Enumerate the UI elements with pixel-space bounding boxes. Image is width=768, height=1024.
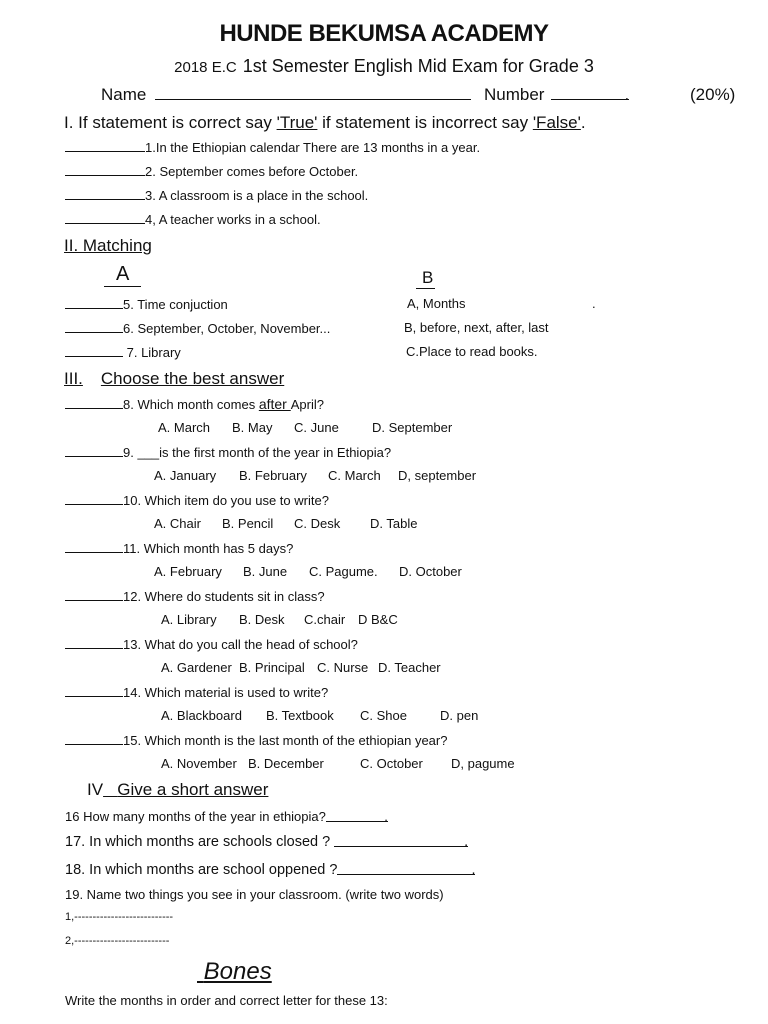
exam-subtitle (0, 56, 768, 77)
question-13: 13. What do you call the head of school? (65, 636, 358, 652)
answer-line-2[interactable]: 2,-------------------------- (65, 935, 170, 947)
question-18: 18. In which months are school oppened ? . (65, 862, 476, 878)
q15-option-d[interactable]: D, pagume (451, 756, 515, 771)
answer-blank-10[interactable] (65, 492, 123, 505)
exam-year: 2018 E.C (174, 59, 237, 76)
q11-option-c[interactable]: C. Pagume. (309, 564, 378, 579)
question-9: 9. ___is the first month of the year in Ethiopia? (65, 444, 391, 460)
question-12: 12. Where do students sit in class? (65, 588, 325, 604)
number-blank[interactable]: . (551, 85, 629, 100)
answer-blank-11[interactable] (65, 540, 123, 553)
school-name: HUNDE BEKUMSA ACADEMY (219, 20, 549, 47)
section-2-heading: II. Matching (64, 236, 152, 255)
answer-blank-8[interactable] (65, 396, 123, 409)
q12-option-d[interactable]: D B&C (358, 612, 398, 627)
question-6: 6. September, October, November... (65, 320, 330, 336)
answer-line-1[interactable]: 1,--------------------------- (65, 911, 174, 923)
q14-option-a[interactable]: A. Blackboard (161, 708, 242, 723)
q14-option-c[interactable]: C. Shoe (360, 708, 407, 723)
number-field[interactable] (484, 85, 629, 105)
answer-blank-12[interactable] (65, 588, 123, 601)
stray-dot: . (592, 296, 596, 311)
answer-blank-5[interactable] (65, 296, 123, 309)
question-19: 19. Name two things you see in your classroom. (write two words) (65, 887, 444, 902)
q15-option-a[interactable]: A. November (161, 756, 237, 771)
q14-option-b[interactable]: B. Textbook (266, 708, 334, 723)
q8-option-d[interactable]: D. September (372, 420, 453, 435)
question-7: 7. Library (65, 344, 181, 360)
q14-option-d[interactable]: D. pen (440, 708, 479, 723)
weight-label: (20%) (690, 85, 736, 104)
answer-blank-16[interactable]: . (326, 809, 388, 822)
number-label: Number (484, 85, 545, 104)
bonus-heading: Bones (203, 958, 272, 985)
bonus-instruction: Write the months in order and correct letter for these 13: (65, 993, 388, 1008)
question-8: 8. Which month comes after April? (65, 396, 324, 412)
q13-option-b[interactable]: B. Principal (239, 660, 305, 675)
name-blank[interactable] (155, 85, 471, 100)
question-11: 11. Which month has 5 days? (65, 540, 293, 556)
q8-option-b[interactable]: B. May (232, 420, 273, 435)
answer-blank-4[interactable] (65, 211, 145, 224)
q10-option-c[interactable]: C. Desk (294, 516, 341, 531)
q8-option-c[interactable]: C. June (294, 420, 339, 435)
q13-option-c[interactable]: C. Nurse (317, 660, 369, 675)
section-3-heading: III. Choose the best answer (64, 369, 285, 388)
question-5: 5. Time conjuction (65, 296, 228, 312)
answer-blank-15[interactable] (65, 732, 123, 745)
q15-option-c[interactable]: C. October (360, 756, 423, 771)
name-label: Name (101, 85, 147, 104)
section-4-heading: IV Give a short answer (87, 780, 269, 799)
q12-option-a[interactable]: A. Library (161, 612, 217, 627)
answer-blank-2[interactable] (65, 163, 145, 176)
question-10: 10. Which item do you use to write? (65, 492, 329, 508)
answer-blank-13[interactable] (65, 636, 123, 649)
match-option-c: C.Place to read books. (406, 344, 538, 359)
q9-option-d[interactable]: D, september (398, 468, 477, 483)
q12-option-c[interactable]: C.chair (304, 612, 346, 627)
q13-option-d[interactable]: D. Teacher (378, 660, 441, 675)
q12-option-b[interactable]: B. Desk (239, 612, 285, 627)
answer-blank-17[interactable]: . (334, 834, 468, 847)
answer-blank-1[interactable] (65, 139, 145, 152)
question-1: 1.In the Ethiopian calendar There are 13 months in a year. (65, 139, 480, 155)
q8-option-a[interactable]: A. March (158, 420, 211, 435)
q9-option-a[interactable]: A. January (154, 468, 217, 483)
answer-blank-14[interactable] (65, 684, 123, 697)
answer-blank-6[interactable] (65, 320, 123, 333)
answer-blank-9[interactable] (65, 444, 123, 457)
q13-option-a[interactable]: A. Gardener (161, 660, 232, 675)
question-2: 2. September comes before October. (65, 163, 358, 179)
name-field[interactable] (101, 85, 471, 105)
question-15: 15. Which month is the last month of the ethiopian year? (65, 732, 447, 748)
q10-option-b[interactable]: B. Pencil (222, 516, 274, 531)
q10-option-a[interactable]: A. Chair (154, 516, 201, 531)
question-17: 17. In which months are schools closed ? . (65, 834, 469, 850)
q10-option-d[interactable]: D. Table (370, 516, 418, 531)
match-option-b: B, before, next, after, last (404, 320, 549, 335)
match-option-a: A, Months (407, 296, 466, 311)
answer-blank-3[interactable] (65, 187, 145, 200)
q11-option-b[interactable]: B. June (243, 564, 288, 579)
question-16: 16 How many months of the year in ethiopia? . (65, 809, 388, 824)
q9-option-c[interactable]: C. March (328, 468, 381, 483)
section-1-heading: I. If statement is correct say 'True' if statement is incorrect say 'False'. (64, 113, 586, 132)
q9-option-b[interactable]: B. February (239, 468, 307, 483)
q11-option-d[interactable]: D. October (399, 564, 462, 579)
answer-blank-7[interactable] (65, 344, 123, 357)
q15-option-b[interactable]: B. December (248, 756, 324, 771)
column-a-heading: A (104, 263, 141, 287)
exam-title: 1st Semester English Mid Exam for Grade 3 (242, 56, 594, 76)
question-14: 14. Which material is used to write? (65, 684, 328, 700)
q11-option-a[interactable]: A. February (154, 564, 222, 579)
question-4: 4, A teacher works in a school. (65, 211, 321, 227)
column-b-heading: B (416, 268, 435, 289)
answer-blank-18[interactable]: . (337, 862, 475, 875)
question-3: 3. A classroom is a place in the school. (65, 187, 368, 203)
